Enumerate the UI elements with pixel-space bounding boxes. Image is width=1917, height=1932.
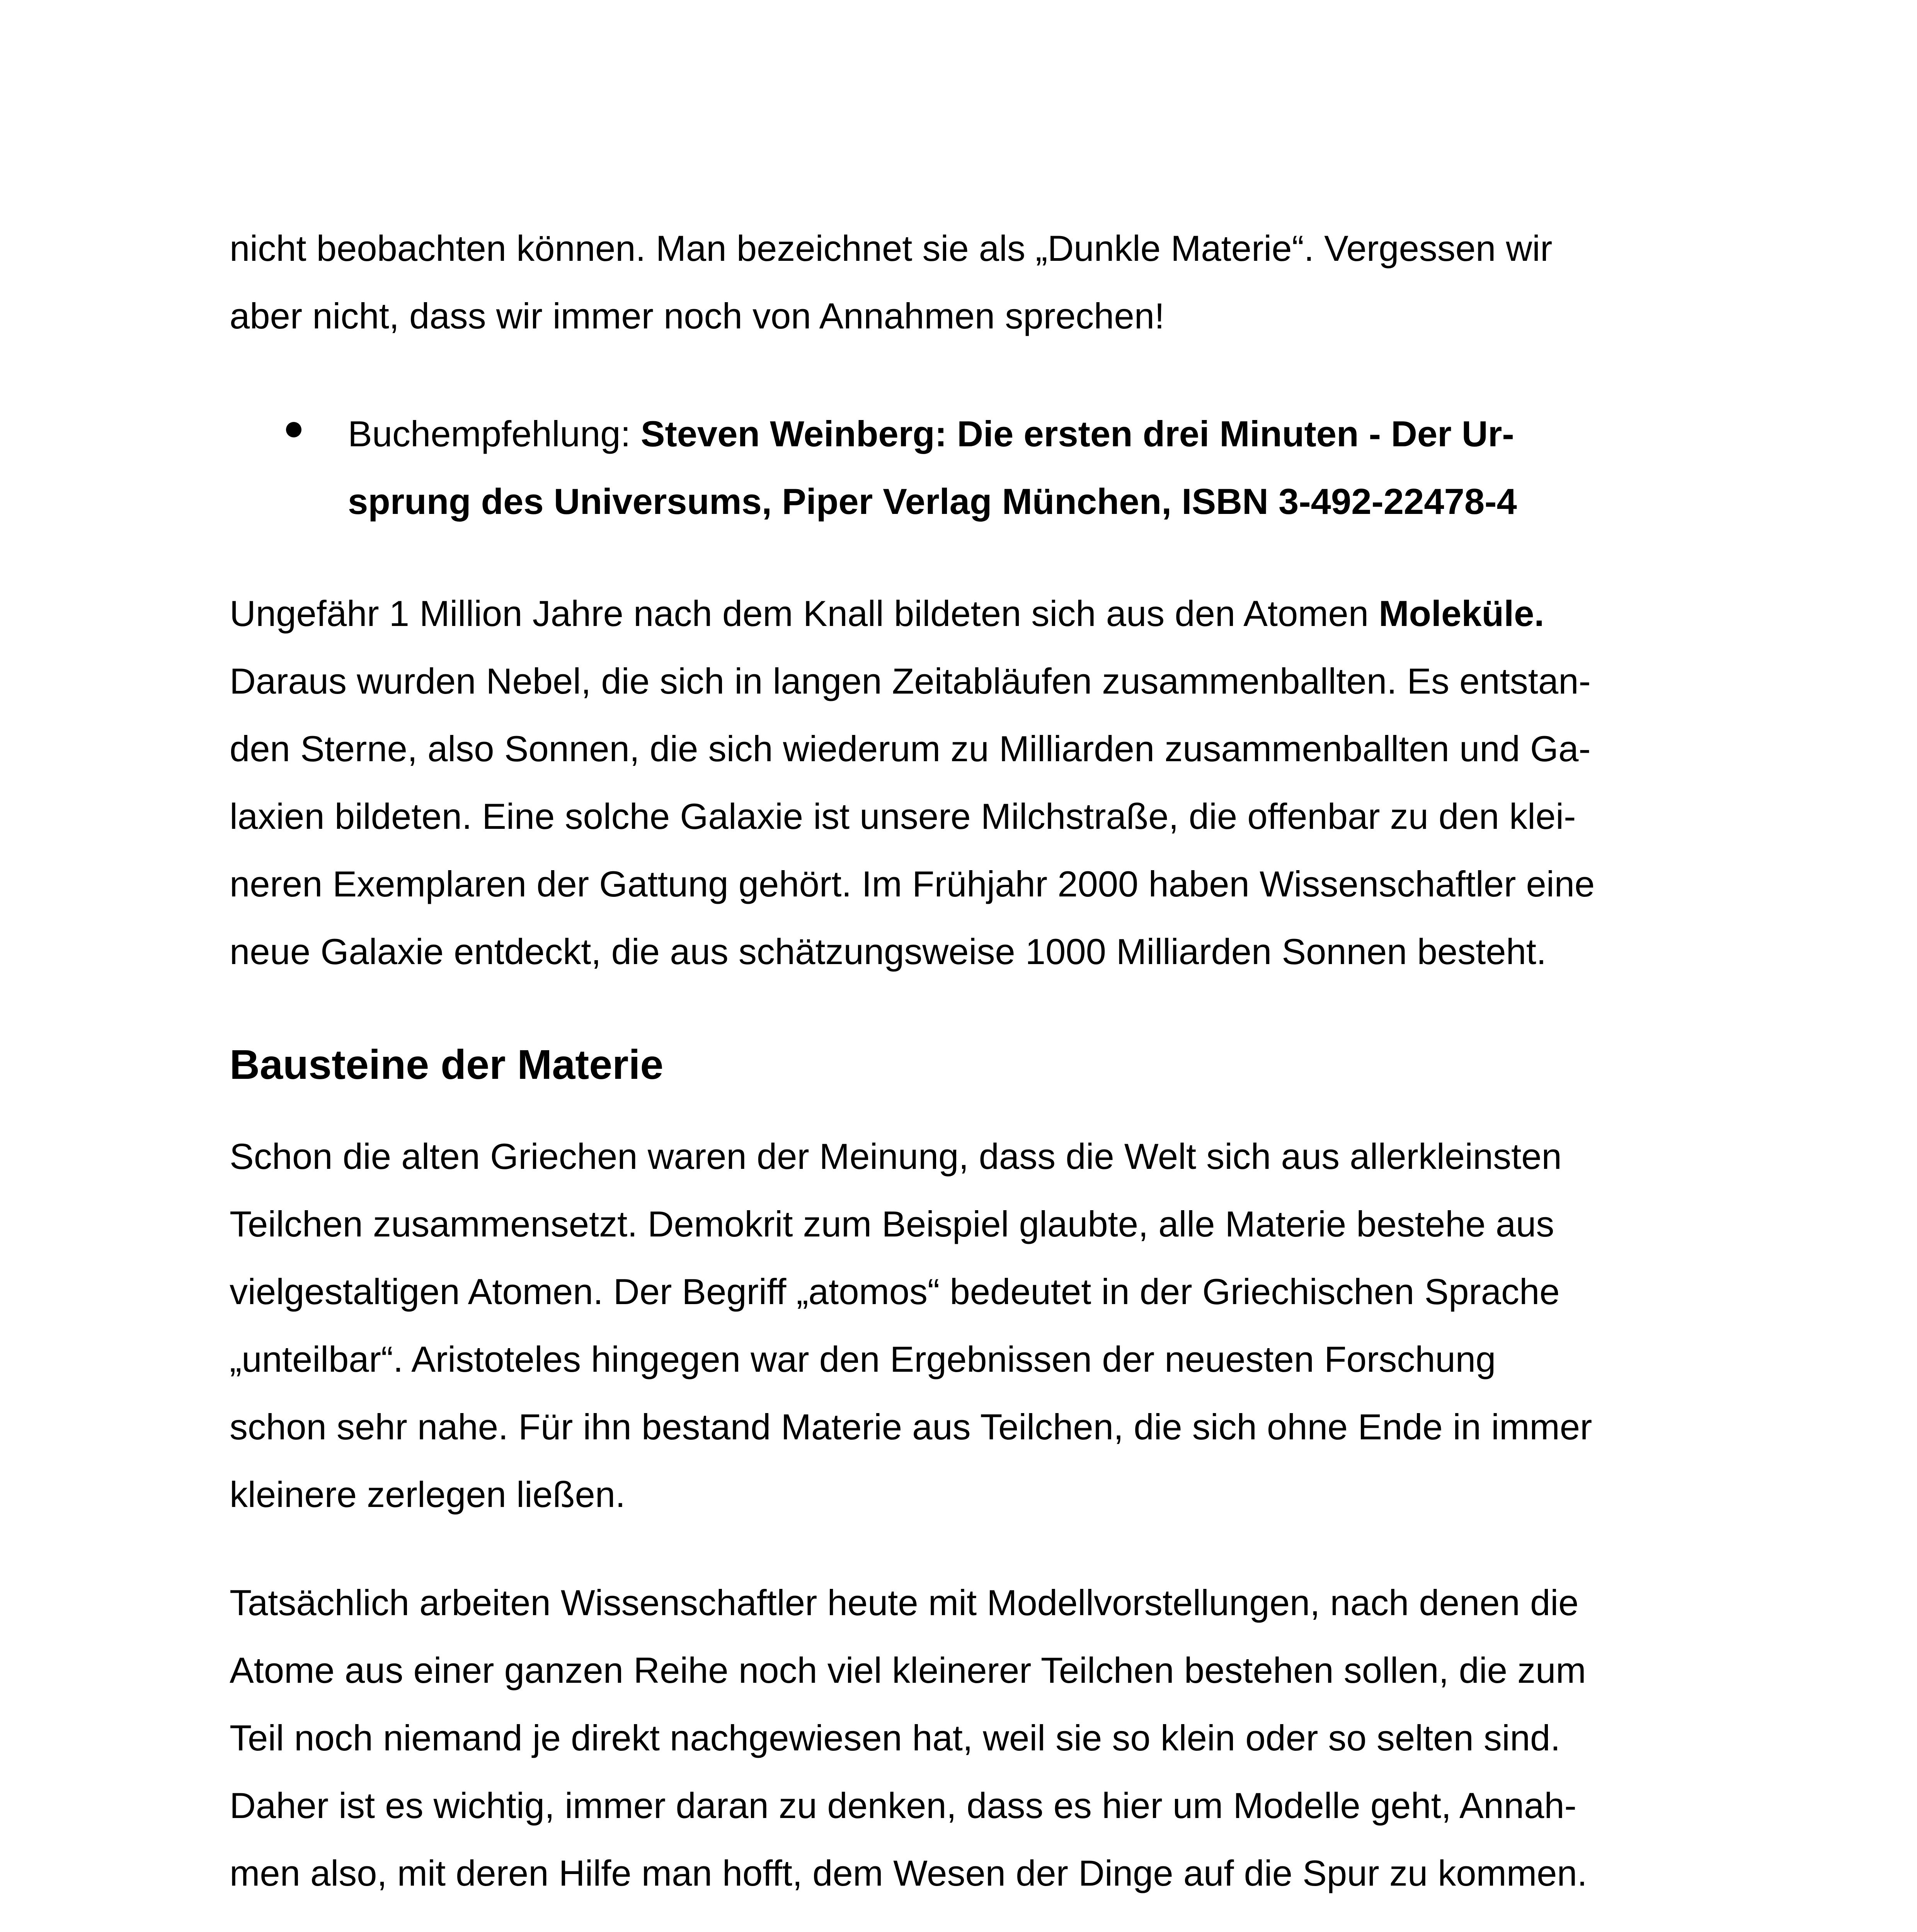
text-line: Teil noch niemand je direkt nachgewiesen hat, weil sie so klein oder so selten sind. (230, 1718, 1561, 1758)
text-line: den Sterne, also Sonnen, die sich wiederum zu Milliarden zusammenballten und Ga- (230, 728, 1591, 769)
text-line: men also, mit deren Hilfe man hofft, dem Wesen der Dinge auf die Spur zu kommen. (230, 1853, 1587, 1893)
bold-term-molecules: Moleküle. (1379, 593, 1544, 634)
text-line: vielgestaltigen Atomen. Der Begriff „atomos“ bedeutet in der Griechischen Sprache (230, 1271, 1560, 1312)
text-line: Daraus wurden Nebel, die sich in langen Zeitabläufen zusammenballten. Es entstan- (230, 661, 1591, 701)
book-recommendation-label: Buchempfehlung: (348, 413, 641, 454)
text-line: aber nicht, dass wir immer noch von Annahmen sprechen! (230, 296, 1165, 336)
text-line: Teilchen zusammensetzt. Demokrit zum Beispiel glaubte, alle Materie bestehe aus (230, 1204, 1554, 1244)
text-line: Atome aus einer ganzen Reihe noch viel kleinerer Teilchen bestehen sollen, die zum (230, 1650, 1586, 1690)
paragraph-greeks (230, 1122, 1698, 1528)
text-line: schon sehr nahe. Für ihn bestand Materie aus Teilchen, die sich ohne Ende in immer (230, 1406, 1592, 1447)
text-line: nicht beobachten können. Man bezeichnet sie als „Dunkle Materie“. Vergessen wir (230, 228, 1553, 269)
text-span: Ungefähr 1 Million Jahre nach dem Knall bildeten sich aus den Atomen (230, 593, 1379, 634)
book-title-line-1: Steven Weinberg: Die ersten drei Minuten - Der Ur- (640, 413, 1514, 454)
bullet-icon (286, 422, 301, 437)
text-line: laxien bildeten. Eine solche Galaxie ist unsere Milchstraße, die offenbar zu den klei- (230, 796, 1576, 837)
text-line (230, 580, 1698, 647)
section-heading: Bausteine der Materie (230, 1041, 664, 1088)
paragraph-models (230, 1569, 1698, 1907)
book-title-line-2: sprung des Universums, Piper Verlag München, ISBN 3-492-22478-4 (348, 481, 1517, 522)
text-line (348, 400, 1517, 468)
text-line: „unteilbar“. Aristoteles hingegen war den Ergebnissen der neuesten Forschung (230, 1339, 1496, 1379)
text-line: Tatsächlich arbeiten Wissenschaftler heute mit Modellvorstellungen, nach denen die (230, 1582, 1579, 1623)
paragraph-dark-matter (230, 214, 1698, 350)
paragraph-molecules (230, 580, 1698, 985)
text-line: neren Exemplaren der Gattung gehört. Im Frühjahr 2000 haben Wissenschaftler eine (230, 864, 1595, 904)
text-line: Daher ist es wichtig, immer daran zu denken, dass es hier um Modelle geht, Annah- (230, 1785, 1577, 1826)
text-line: neue Galaxie entdeckt, die aus schätzungsweise 1000 Milliarden Sonnen besteht. (230, 931, 1547, 972)
text-line: Schon die alten Griechen waren der Meinung, dass die Welt sich aus allerkleinsten (230, 1136, 1562, 1177)
text-line: kleinere zerlegen ließen. (230, 1474, 626, 1515)
